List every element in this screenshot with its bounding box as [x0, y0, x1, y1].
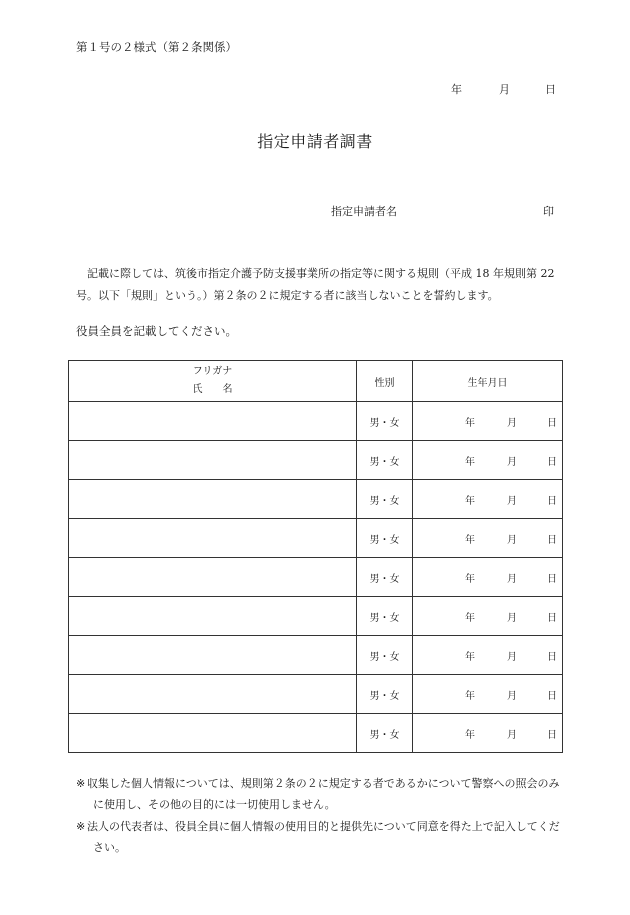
birth-day-label: 日: [547, 652, 557, 663]
date-year-label: 年: [451, 83, 462, 96]
table-row: [69, 519, 563, 558]
table-header-row: [69, 361, 563, 402]
birth-date-cell[interactable]: [413, 519, 563, 558]
header-kana: フリガナ: [192, 366, 233, 377]
gender-cell[interactable]: 男・女: [357, 636, 413, 675]
table-row: [69, 675, 563, 714]
officer-name-cell[interactable]: [69, 480, 357, 519]
birth-day-label: 日: [547, 418, 557, 429]
applicant-name-label: 指定申請者名: [331, 205, 397, 218]
birth-year-label: 年: [465, 652, 475, 663]
birth-day-label: 日: [547, 457, 557, 468]
officer-name-cell[interactable]: [69, 402, 357, 441]
seal-mark: 印: [543, 205, 554, 218]
birth-day-label: 日: [547, 496, 557, 507]
birth-month-label: 月: [507, 457, 517, 468]
table-row: [69, 636, 563, 675]
birth-date-cell[interactable]: [413, 636, 563, 675]
birth-year-label: 年: [465, 691, 475, 702]
officer-table: [68, 360, 563, 753]
note-mark: ※: [76, 777, 86, 790]
table-row: [69, 402, 563, 441]
birth-month-label: 月: [507, 496, 517, 507]
birth-month-label: 月: [507, 535, 517, 546]
gender-cell[interactable]: 男・女: [357, 402, 413, 441]
note-text: 収集した個人情報については、規則第２条の２に規定する者であるかについて警察への照会のみに使用し、その他の目的には一切使用しません。: [87, 777, 560, 811]
birth-year-label: 年: [465, 574, 475, 585]
birth-year-label: 年: [465, 613, 475, 624]
officer-name-cell[interactable]: [69, 519, 357, 558]
header-name: 氏名: [192, 384, 253, 395]
birth-month-label: 月: [507, 574, 517, 585]
table-row: [69, 480, 563, 519]
instruction-text: 役員全員を記載してください。: [76, 324, 237, 338]
officer-name-cell[interactable]: [69, 441, 357, 480]
header-gender: 性別: [357, 361, 413, 402]
birth-day-label: 日: [547, 691, 557, 702]
note-personal-info: [76, 773, 566, 815]
gender-cell[interactable]: 男・女: [357, 519, 413, 558]
birth-year-label: 年: [465, 535, 475, 546]
table-row: [69, 441, 563, 480]
officer-name-cell[interactable]: [69, 714, 357, 753]
note-text: 法人の代表者は、役員全員に個人情報の使用目的と提供先について同意を得た上で記入してください。: [87, 820, 560, 854]
birth-month-label: 月: [507, 418, 517, 429]
birth-day-label: 日: [547, 574, 557, 585]
officer-name-cell[interactable]: [69, 675, 357, 714]
form-number: 第１号の２様式（第２条関係）: [76, 40, 237, 54]
birth-year-label: 年: [465, 457, 475, 468]
gender-cell[interactable]: 男・女: [357, 480, 413, 519]
birth-month-label: 月: [507, 691, 517, 702]
header-birth-date: 生年月日: [413, 361, 563, 402]
note-consent: [76, 816, 566, 858]
birth-date-cell[interactable]: [413, 714, 563, 753]
birth-month-label: 月: [507, 613, 517, 624]
officer-name-cell[interactable]: [69, 597, 357, 636]
note-mark: ※: [76, 820, 86, 833]
gender-cell[interactable]: 男・女: [357, 441, 413, 480]
table-row: [69, 597, 563, 636]
document-title: 指定申請者調書: [257, 132, 373, 151]
table-row: [69, 714, 563, 753]
date-day-label: 日: [545, 83, 556, 96]
birth-date-cell[interactable]: [413, 597, 563, 636]
table-row: [69, 558, 563, 597]
officer-name-cell[interactable]: [69, 636, 357, 675]
header-name-cell: [69, 361, 357, 402]
date-line: [0, 81, 630, 95]
birth-date-cell[interactable]: [413, 402, 563, 441]
birth-day-label: 日: [547, 730, 557, 741]
gender-cell[interactable]: 男・女: [357, 675, 413, 714]
gender-cell[interactable]: 男・女: [357, 597, 413, 636]
birth-month-label: 月: [507, 730, 517, 741]
birth-date-cell[interactable]: [413, 558, 563, 597]
birth-day-label: 日: [547, 535, 557, 546]
birth-date-cell[interactable]: [413, 441, 563, 480]
date-month-label: 月: [499, 83, 510, 96]
birth-year-label: 年: [465, 730, 475, 741]
birth-day-label: 日: [547, 613, 557, 624]
birth-year-label: 年: [465, 496, 475, 507]
pledge-text: 記載に際しては、筑後市指定介護予防支援事業所の指定等に関する規則（平成 18 年規則第 22 号。以下「規則」という。）第２条の２に規定する者に該当しないことを誓約します。: [76, 267, 555, 302]
gender-cell[interactable]: 男・女: [357, 714, 413, 753]
gender-cell[interactable]: 男・女: [357, 558, 413, 597]
officer-name-cell[interactable]: [69, 558, 357, 597]
birth-year-label: 年: [465, 418, 475, 429]
birth-month-label: 月: [507, 652, 517, 663]
birth-date-cell[interactable]: [413, 675, 563, 714]
birth-date-cell[interactable]: [413, 480, 563, 519]
